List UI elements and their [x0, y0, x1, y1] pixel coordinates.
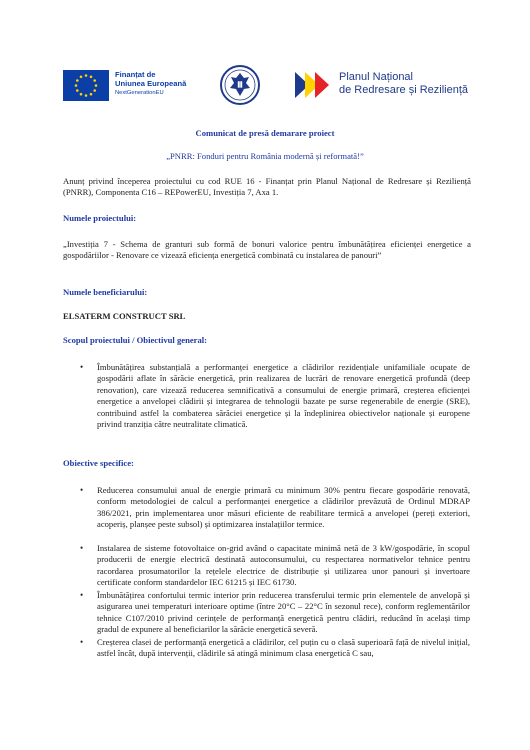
pnrr-logo-line1: Planul Național: [339, 71, 413, 83]
specific-objective-text: Îmbunătățirea confortului termic interior prin reducerea transferului termic prin elementele de anvelopă și asigurarea unei temperaturi interioare optime (între 20°C – 22°C în sezonul rece), conform reglementărilor tehnice C107/2010 privind cerințele de performanță energetică pentru clădiri, reducând în același timp gradul de expunere al beneficiarilor la sărăcie energetică severă.: [97, 590, 470, 635]
general-objective-text: Îmbunătățirea substanțială a performanței energetice a clădirilor rezidențiale unifamiliale ocupate de gospodării aflate în sărăcie energetică, prin realizarea de lucrări de renovare energetică profundă (deep renovation), care vizează reducerea semnificativă a consumului de energie primară, creșterea eficienței energetice a anvelopei clădirii și integrarea de tehnologii bazate pe surse regenerabile de energie (SRE), contribuind astfel la combaterea sărăciei energetice și la îndeplinirea obiectivelor naționale și europene privind tranziția către neutralitate climatică.: [97, 362, 470, 430]
beneficiary-heading: Numele beneficiarului:: [63, 287, 148, 297]
eu-funding-logo: [63, 70, 187, 102]
bullet-icon: •: [80, 362, 84, 372]
bullet-icon: •: [80, 543, 84, 553]
pnrr-logo: [295, 70, 485, 102]
project-name-heading: Numele proiectului:: [63, 213, 137, 223]
specific-objective-text: Creșterea clasei de performanță energetică a clădirilor, cel puțin cu o clasă superioară față de nivelul inițial, astfel încât, după intervenții, clădirile să atingă minimum clasa energetică C sau,: [97, 637, 470, 659]
bullet-icon: •: [80, 637, 84, 647]
intro-paragraph: Anunț privind începerea proiectului cu cod RUE 16 - Finanțat prin Planul Național de Redresare și Reziliență (PNRR), Componenta C16 – REPowerEU, Investiția 7, Axa 1.: [63, 176, 471, 198]
bullet-icon: •: [80, 485, 84, 495]
romanian-government-seal-icon: [219, 64, 261, 106]
eu-logo-line2: Uniunea Europeană: [115, 79, 187, 88]
document-title: Comunicat de presă demarare proiect: [195, 128, 335, 138]
eu-logo-line3: NextGenerationEU: [115, 90, 164, 96]
pnrr-arrows-icon: [295, 72, 335, 98]
eu-logo-line1: Finanțat de: [115, 70, 156, 79]
specific-objective-text: Reducerea consumului anual de energie primară cu minimum 30% pentru fiecare gospodărie renovată, conform metodologiei de calcul a performanței energetice a clădirilor prevăzută de Ordinul MDRAP 386/2021, prin implementarea unor măsuri eficiente de reabilitare termică a anvelopei (pereți exteriori, acoperiș, planșee peste subsol) și optimizarea instalațiilor termice.: [97, 485, 470, 530]
bullet-icon: •: [80, 590, 84, 600]
eu-flag-icon: [63, 70, 109, 101]
project-name-text: „Investiția 7 - Schema de granturi sub formă de bonuri valorice pentru îmbunătățirea eficienței energetice a gospodăriilor - Renovare ce vizează eficiența energetică combinată cu instalarea de panouri”: [63, 239, 471, 261]
document-subtitle: „PNRR: Fonduri pentru România modernă și reformată!”: [166, 151, 364, 161]
specific-objectives-heading: Obiective specifice:: [63, 458, 134, 468]
beneficiary-name: ELSATERM CONSTRUCT SRL: [63, 311, 186, 321]
general-objective-heading: Scopul proiectului / Obiectivul general:: [63, 335, 208, 345]
specific-objective-text: Instalarea de sisteme fotovoltaice on-grid având o capacitate minimă netă de 3 kW/gospodărie, în scopul producerii de energie electrică destinată autoconsumului, cu respectarea normativelor tehnice pentru racordarea prosumatorilor la rețelele electrice de distribuție și utilizarea unor panouri și invertoare certificate conform standardelor IEC 61215 și IEC 61730.: [97, 543, 470, 588]
pnrr-logo-line2: de Redresare și Reziliență: [339, 84, 469, 96]
